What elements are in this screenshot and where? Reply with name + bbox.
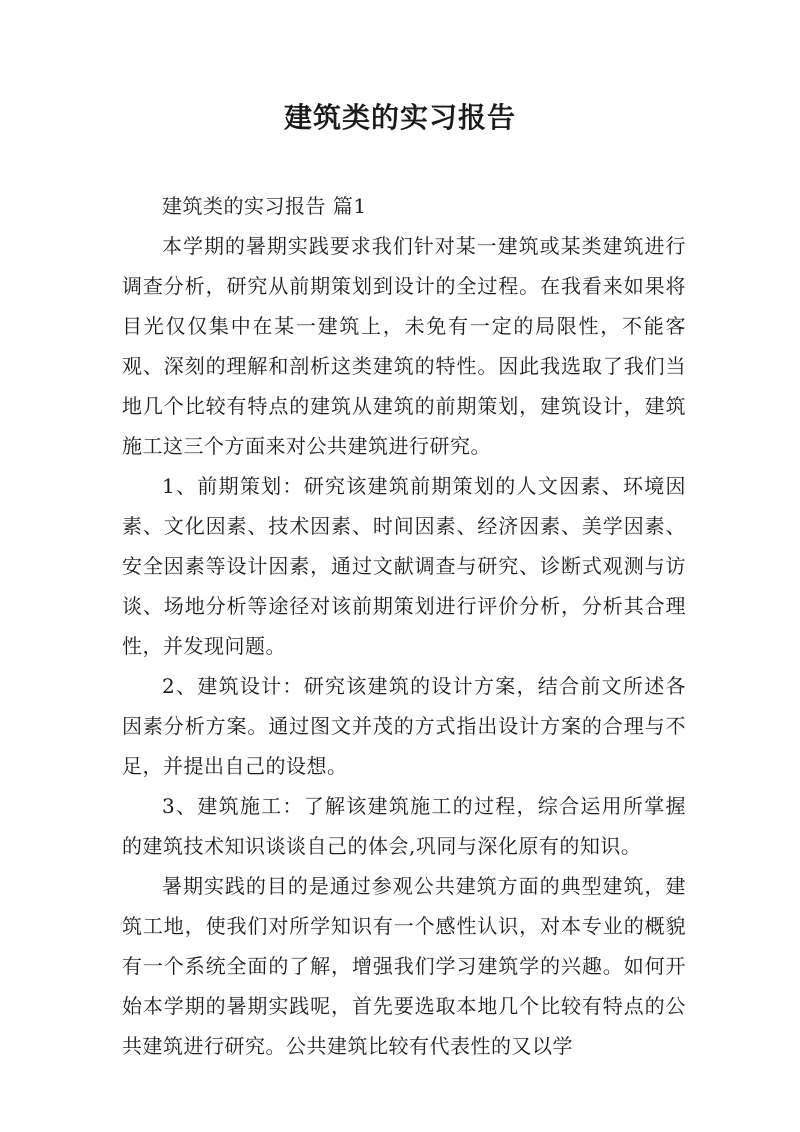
paragraph-construction: 3、建筑施工：了解该建筑施工的过程，综合运用所掌握的建筑技术知识谈谈自己的体会,巩同与深化原有的知识。 xyxy=(122,794,686,858)
paragraph-planning: 1、前期策划：研究该建筑前期策划的人文因素、环境因素、文化因素、技术因素、时间因素、经济因素、美学因素、安全因素等设计因素，通过文献调查与研究、诊断式观测与访谈、场地分析等途径对该前期策划进行评价分析，分析其合理性，并发现问题。 xyxy=(122,474,686,658)
document-title: 建筑类的实习报告 xyxy=(283,101,516,134)
section-heading: 建筑类的实习报告 篇1 xyxy=(162,194,367,218)
paragraph-design: 2、建筑设计：研究该建筑的设计方案，结合前文所述各因素分析方案。通过图文并茂的方式指出设计方案的合理与不足，并提出自己的设想。 xyxy=(122,674,686,778)
paragraph-intro: 本学期的暑期实践要求我们针对某一建筑或某类建筑进行调查分析，研究从前期策划到设计的全过程。在我看来如果将目光仅仅集中在某一建筑上，未免有一定的局限性，不能客观、深刻的理解和剖析这类建筑的特性。因此我选取了我们当地几个比较有特点的建筑从建筑的前期策划，建筑设计，建筑施工这三个方面来对公共建筑进行研究。 xyxy=(122,234,686,458)
document-body xyxy=(122,186,686,1066)
paragraph-purpose: 暑期实践的目的是通过参观公共建筑方面的典型建筑，建筑工地，使我们对所学知识有一个感性认识，对本专业的概貌有一个系统全面的了解，增强我们学习建筑学的兴趣。如何开始本学期的暑期实践呢，首先要选取本地几个比较有特点的公共建筑进行研究。公共建筑比较有代表性的又以学 xyxy=(122,874,686,1058)
